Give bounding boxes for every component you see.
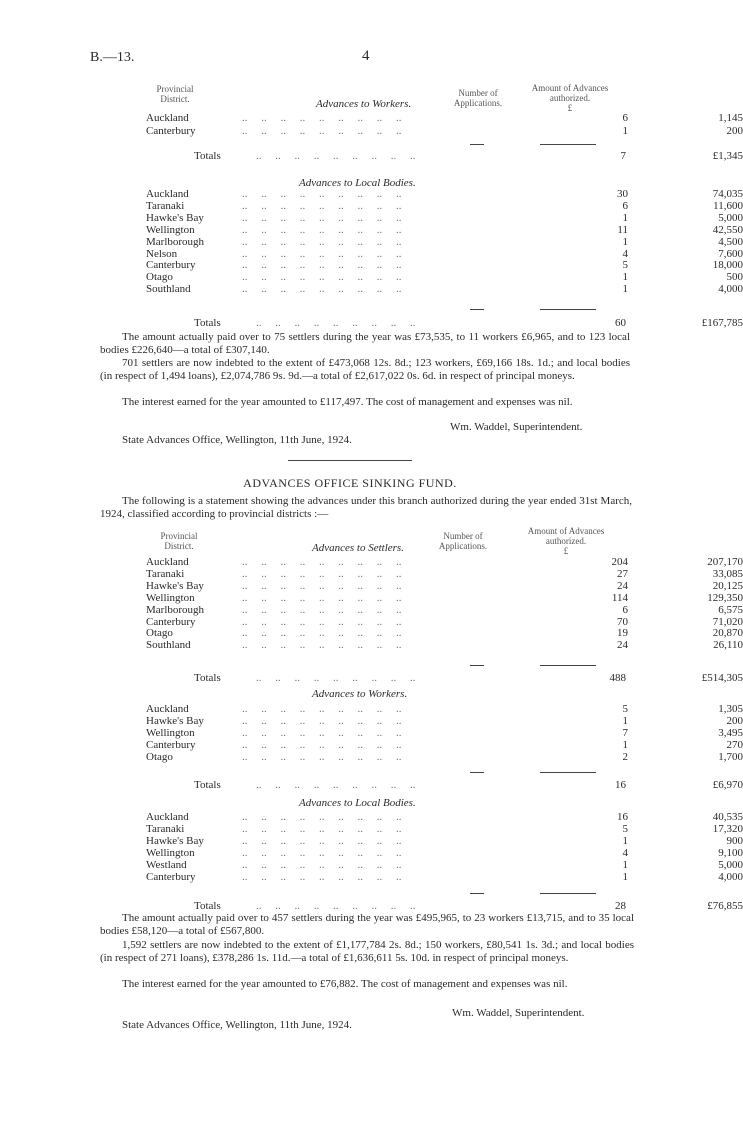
totals-row: [146, 672, 743, 684]
district-cell: Canterbury: [146, 738, 196, 751]
section-heading: ADVANCES OFFICE SINKING FUND.: [243, 476, 457, 490]
number-cell: 5: [574, 259, 628, 271]
leader-dots: .. .. .. .. .. .. .. .. ..: [242, 112, 402, 124]
amount-cell: 42,550: [646, 224, 743, 236]
column-header-district: Provincial District.: [160, 531, 198, 551]
amount-cell: £76,855: [646, 900, 743, 912]
section-title-workers: Advances to Workers.: [312, 688, 408, 700]
district-cell: Auckland: [146, 811, 189, 823]
district-cell: Wellington: [146, 223, 195, 236]
leader-dots: .. .. .. .. .. .. .. .. ..: [242, 834, 402, 847]
section-title-workers: Advances to Workers.: [316, 98, 412, 110]
table-row: [146, 591, 743, 604]
number-cell: 70: [574, 616, 628, 628]
amount-cell: 6,575: [646, 604, 743, 616]
leader-dots: .. .. .. .. .. .. .. .. ..: [242, 283, 402, 296]
amount-cell: 5,000: [646, 212, 743, 224]
leader-dots: .. .. .. .. .. .. .. .. ..: [256, 150, 416, 162]
amount-cell: 500: [646, 271, 743, 283]
amount-cell: 900: [646, 835, 743, 847]
number-cell: 30: [574, 188, 628, 200]
district-cell: Taranaki: [146, 822, 185, 835]
amount-cell: 200: [646, 715, 743, 727]
number-cell: 5: [574, 823, 628, 835]
totals-row: [146, 900, 743, 912]
district-cell: Auckland: [146, 188, 189, 200]
district-cell: Hawke's Bay: [146, 579, 204, 592]
district-cell: Wellington: [146, 846, 195, 859]
column-header-amount: Amount of Advances authorized. £: [531, 83, 609, 113]
leader-dots: .. .. .. .. .. .. .. .. ..: [242, 199, 402, 212]
column-header-district: Provincial District.: [156, 84, 194, 104]
paragraph-indebted: 1,592 settlers are now indebted to the extent of £1,177,784 2s. 8d.; 150 workers, £80,541 1s. 3d.; and local bodies (in respect of 271 loans), £378,286 1s. 11d.—a total of £1,636,611 5s. 10d. in respect of principal moneys.: [100, 939, 634, 964]
leader-dots: .. .. .. .. .. .. .. .. ..: [242, 750, 402, 763]
amount-cell: 40,535: [646, 811, 743, 823]
total-rule: [470, 665, 484, 666]
leader-dots: .. .. .. .. .. .. .. .. ..: [242, 223, 402, 236]
district-cell: Hawke's Bay: [146, 714, 204, 727]
total-rule: [540, 309, 596, 310]
amount-cell: 129,350: [646, 592, 743, 604]
signature: Wm. Waddel, Superintendent.: [450, 421, 583, 433]
number-cell: 7: [574, 150, 626, 162]
leader-dots: .. .. .. .. .. .. .. .. ..: [242, 556, 402, 568]
total-rule: [540, 772, 596, 773]
district-cell: Hawke's Bay: [146, 211, 204, 224]
table-row: [146, 223, 743, 236]
leader-dots: .. .. .. .. .. .. .. .. ..: [256, 672, 416, 684]
number-cell: 1: [574, 283, 628, 295]
district-cell: Taranaki: [146, 567, 185, 580]
district-cell: Otago: [146, 271, 173, 284]
number-cell: 1: [574, 236, 628, 248]
total-rule: [470, 309, 484, 310]
district-cell: Canterbury: [146, 124, 196, 137]
leader-dots: .. .. .. .. .. .. .. .. ..: [242, 811, 402, 823]
column-header-amount: Amount of Advances authorized. £: [527, 526, 605, 556]
amount-cell: 4,000: [646, 283, 743, 295]
table-row: [146, 703, 743, 715]
district-cell: Nelson: [146, 247, 178, 260]
signature: Wm. Waddel, Superintendent.: [452, 1007, 585, 1019]
totals-label: Totals: [194, 150, 221, 162]
table-row: [146, 627, 743, 640]
number-cell: 16: [574, 811, 628, 823]
table-row: [146, 283, 743, 296]
district-cell: Taranaki: [146, 199, 185, 212]
leader-dots: .. .. .. .. .. .. .. .. ..: [256, 779, 416, 791]
table-row: [146, 556, 743, 568]
amount-cell: 20,870: [646, 627, 743, 639]
district-cell: Hawke's Bay: [146, 834, 204, 847]
leader-dots: .. .. .. .. .. .. .. .. ..: [242, 714, 402, 727]
number-cell: 6: [574, 112, 628, 124]
table-row: [146, 870, 743, 883]
table-row: [146, 247, 743, 260]
leader-dots: .. .. .. .. .. .. .. .. ..: [242, 703, 402, 715]
number-cell: 11: [574, 224, 628, 236]
column-header-number: Number of Applications.: [438, 531, 488, 551]
district-cell: Wellington: [146, 591, 195, 604]
number-cell: 204: [574, 556, 628, 568]
table-row: [146, 235, 743, 248]
number-cell: 6: [574, 604, 628, 616]
leader-dots: .. .. .. .. .. .. .. .. ..: [242, 591, 402, 604]
table-row: [146, 579, 743, 592]
district-cell: Marlborough: [146, 235, 205, 248]
table-row: [146, 271, 743, 284]
leader-dots: .. .. .. .. .. .. .. .. ..: [242, 738, 402, 751]
number-cell: 1: [574, 212, 628, 224]
table-row: [146, 211, 743, 224]
leader-dots: .. .. .. .. .. .. .. .. ..: [242, 870, 402, 883]
amount-cell: 1,145: [646, 112, 743, 124]
district-cell: Wellington: [146, 726, 195, 739]
amount-cell: 20,125: [646, 580, 743, 592]
paragraph-interest: The interest earned for the year amounted to £76,882. The cost of management and expenses was nil.: [122, 978, 568, 990]
table-row: [146, 603, 743, 616]
leader-dots: .. .. .. .. .. .. .. .. ..: [242, 271, 402, 284]
leader-dots: .. .. .. .. .. .. .. .. ..: [242, 567, 402, 580]
number-cell: 1: [574, 835, 628, 847]
amount-cell: £1,345: [646, 150, 743, 162]
section-title-settlers: Advances to Settlers.: [312, 542, 404, 554]
leader-dots: .. .. .. .. .. .. .. .. ..: [242, 858, 402, 871]
amount-cell: 26,110: [646, 639, 743, 651]
number-cell: 24: [574, 580, 628, 592]
amount-cell: 11,600: [646, 200, 743, 212]
number-cell: 4: [574, 248, 628, 260]
district-cell: Auckland: [146, 556, 189, 568]
district-cell: Marlborough: [146, 603, 205, 616]
amount-cell: 207,170: [646, 556, 743, 568]
document-reference: B.—13.: [90, 50, 135, 65]
number-cell: 4: [574, 847, 628, 859]
number-cell: 488: [574, 672, 626, 684]
leader-dots: .. .. .. .. .. .. .. .. ..: [242, 188, 402, 200]
number-cell: 1: [574, 859, 628, 871]
table-row: [146, 738, 743, 751]
table-row: [146, 714, 743, 727]
leader-dots: .. .. .. .. .. .. .. .. ..: [242, 259, 402, 272]
amount-cell: 74,035: [646, 188, 743, 200]
amount-cell: 5,000: [646, 859, 743, 871]
amount-cell: 1,700: [646, 751, 743, 763]
amount-cell: £514,305: [646, 672, 743, 684]
district-cell: Otago: [146, 627, 173, 640]
amount-cell: 4,000: [646, 871, 743, 883]
table-row: [146, 124, 743, 137]
table-row: [146, 188, 743, 200]
amount-cell: 1,305: [646, 703, 743, 715]
number-cell: 1: [574, 271, 628, 283]
total-rule: [540, 144, 596, 145]
district-cell: Auckland: [146, 703, 189, 715]
number-cell: 5: [574, 703, 628, 715]
totals-row: [146, 779, 743, 791]
amount-cell: 3,495: [646, 727, 743, 739]
amount-cell: 4,500: [646, 236, 743, 248]
amount-cell: 17,320: [646, 823, 743, 835]
district-cell: Westland: [146, 858, 187, 871]
table-row: [146, 112, 743, 124]
district-cell: Auckland: [146, 112, 189, 124]
number-cell: 1: [574, 739, 628, 751]
amount-cell: 33,085: [646, 568, 743, 580]
table-row: [146, 726, 743, 739]
number-cell: 27: [574, 568, 628, 580]
leader-dots: .. .. .. .. .. .. .. .. ..: [242, 846, 402, 859]
leader-dots: .. .. .. .. .. .. .. .. ..: [242, 211, 402, 224]
leader-dots: .. .. .. .. .. .. .. .. ..: [242, 639, 402, 652]
table-row: [146, 750, 743, 763]
number-cell: 1: [574, 871, 628, 883]
paragraph-paid: The amount actually paid over to 457 settlers during the year was £495,965, to 23 workers £13,715, and to 35 local bodies £58,120—a total of £567,800.: [100, 912, 634, 937]
table-row: [146, 858, 743, 871]
district-cell: Southland: [146, 283, 191, 296]
number-cell: 60: [574, 317, 626, 329]
total-rule: [540, 893, 596, 894]
table-row: [146, 567, 743, 580]
district-cell: Canterbury: [146, 259, 196, 272]
district-cell: Southland: [146, 639, 191, 652]
total-rule: [470, 144, 484, 145]
number-cell: 114: [574, 592, 628, 604]
number-cell: 6: [574, 200, 628, 212]
totals-row: [146, 150, 743, 162]
total-rule: [540, 665, 596, 666]
totals-label: Totals: [194, 317, 221, 329]
table-row: [146, 846, 743, 859]
district-cell: Canterbury: [146, 615, 196, 628]
section-title-local-bodies: Advances to Local Bodies.: [299, 797, 416, 809]
table-row: [146, 199, 743, 212]
table-row: [146, 259, 743, 272]
paragraph-paid: The amount actually paid over to 75 settlers during the year was £73,535, to 11 workers £6,965, and to 123 local bodies £226,640—a total of £307,140.: [100, 331, 630, 356]
district-cell: Otago: [146, 750, 173, 763]
leader-dots: .. .. .. .. .. .. .. .. ..: [242, 822, 402, 835]
amount-cell: £167,785: [646, 317, 743, 329]
leader-dots: .. .. .. .. .. .. .. .. ..: [256, 900, 416, 912]
amount-cell: 71,020: [646, 616, 743, 628]
number-cell: 16: [574, 779, 626, 791]
divider: [288, 460, 412, 461]
totals-label: Totals: [194, 900, 221, 912]
totals-label: Totals: [194, 779, 221, 791]
table-row: [146, 615, 743, 628]
page-number: 4: [362, 48, 370, 64]
number-cell: 7: [574, 727, 628, 739]
leader-dots: .. .. .. .. .. .. .. .. ..: [242, 615, 402, 628]
total-rule: [470, 772, 484, 773]
amount-cell: £6,970: [646, 779, 743, 791]
totals-label: Totals: [194, 672, 221, 684]
leader-dots: .. .. .. .. .. .. .. .. ..: [242, 235, 402, 248]
table-row: [146, 822, 743, 835]
section-title-local-bodies: Advances to Local Bodies.: [299, 177, 416, 189]
number-cell: 2: [574, 751, 628, 763]
leader-dots: .. .. .. .. .. .. .. .. ..: [242, 726, 402, 739]
office-date: State Advances Office, Wellington, 11th June, 1924.: [122, 1019, 352, 1031]
totals-row: [146, 317, 743, 329]
number-cell: 28: [574, 900, 626, 912]
leader-dots: .. .. .. .. .. .. .. .. ..: [242, 627, 402, 640]
office-date: State Advances Office, Wellington, 11th June, 1924.: [122, 434, 352, 446]
amount-cell: 270: [646, 739, 743, 751]
total-rule: [470, 893, 484, 894]
number-cell: 19: [574, 627, 628, 639]
amount-cell: 7,600: [646, 248, 743, 260]
leader-dots: .. .. .. .. .. .. .. .. ..: [256, 317, 416, 329]
number-cell: 1: [574, 125, 628, 137]
paragraph-interest: The interest earned for the year amounted to £117,497. The cost of management and expenses was nil.: [122, 396, 573, 408]
table-row: [146, 639, 743, 652]
amount-cell: 18,000: [646, 259, 743, 271]
table-row: [146, 834, 743, 847]
leader-dots: .. .. .. .. .. .. .. .. ..: [242, 247, 402, 260]
paragraph-intro: The following is a statement showing the advances under this branch authorized during the year ended 31st March, 1924, classified according to provincial districts :—: [100, 495, 632, 520]
paragraph-indebted: 701 settlers are now indebted to the extent of £473,068 12s. 8d.; 123 workers, £69,166 18s. 1d.; and local bodies (in respect of 1,494 loans), £2,074,786 9s. 9d.—a total of £2,617,022 0s. 6d. in respect of principal moneys.: [100, 357, 630, 382]
leader-dots: .. .. .. .. .. .. .. .. ..: [242, 603, 402, 616]
leader-dots: .. .. .. .. .. .. .. .. ..: [242, 579, 402, 592]
amount-cell: 200: [646, 125, 743, 137]
table-row: [146, 811, 743, 823]
column-header-number: Number of Applications.: [453, 88, 503, 108]
number-cell: 24: [574, 639, 628, 651]
amount-cell: 9,100: [646, 847, 743, 859]
number-cell: 1: [574, 715, 628, 727]
leader-dots: .. .. .. .. .. .. .. .. ..: [242, 124, 402, 137]
district-cell: Canterbury: [146, 870, 196, 883]
